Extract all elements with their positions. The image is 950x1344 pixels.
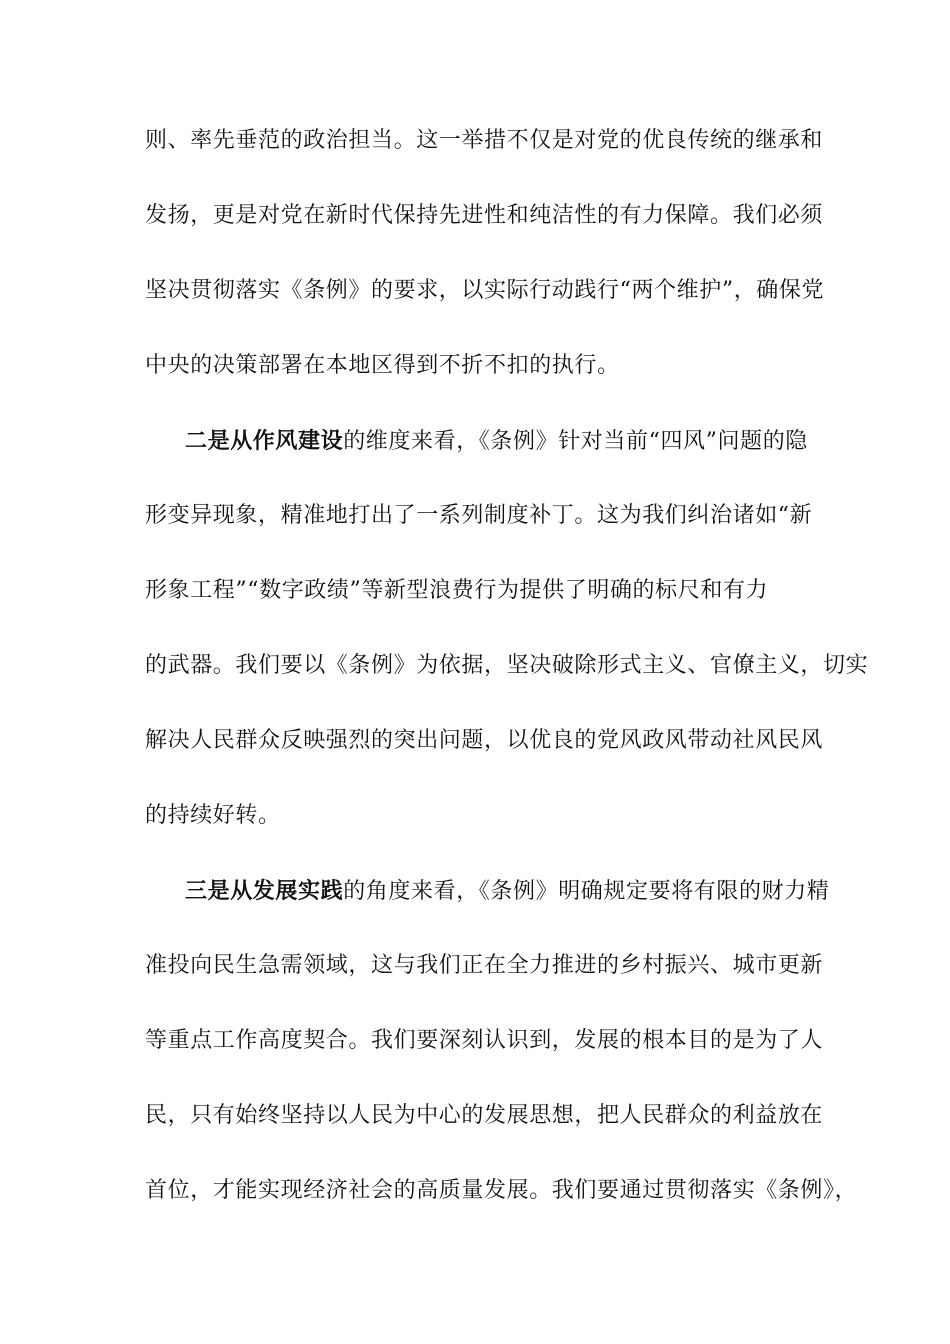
paragraph-line: 发扬，更是对党在新时代保持先进性和纯洁性的有力保障。我们必须 — [145, 203, 824, 228]
paragraph-line: 形变异现象，精准地打出了一系列制度补丁。这为我们纠治诸如“新 — [145, 503, 813, 528]
paragraph-line: 解决人民群众反映强烈的突出问题，以优良的党风政风带动社风民风 — [145, 728, 824, 753]
paragraph-line: 首位，才能实现经济社会的高质量发展。我们要通过贯彻落实《条例》， — [145, 1178, 858, 1203]
paragraph-line: 形象工程”“数字政绩”等新型浪费行为提供了明确的标尺和有力 — [145, 578, 769, 603]
paragraph-line — [185, 426, 815, 457]
paragraph-line: 坚决贯彻落实《条例》的要求，以实际行动践行“两个维护”，确保党 — [145, 278, 825, 303]
paragraph-line: 的武器。我们要以《条例》为依据，坚决破除形式主义、官僚主义，切实 — [145, 653, 869, 678]
paragraph-text: 的维度来看，《条例》针对当前“四风”问题的隐 — [343, 429, 808, 454]
paragraph-text: 的角度来看，《条例》明确规定要将有限的财力精 — [343, 879, 830, 904]
paragraph-line — [185, 876, 830, 907]
paragraph-line: 民，只有始终坚持以人民为中心的发展思想，把人民群众的利益放在 — [145, 1103, 824, 1128]
paragraph-line: 中央的决策部署在本地区得到不折不扣的执行。 — [145, 353, 620, 378]
paragraph-line: 则、率先垂范的政治担当。这一举措不仅是对党的优良传统的继承和 — [145, 128, 824, 153]
section-heading: 三是从发展实践 — [185, 878, 344, 904]
paragraph-line: 等重点工作高度契合。我们要深刻认识到，发展的根本目的是为了人 — [145, 1028, 824, 1053]
paragraph-line: 准投向民生急需领域，这与我们正在全力推进的乡村振兴、城市更新 — [145, 953, 824, 978]
paragraph-line: 的持续好转。 — [145, 803, 281, 828]
section-heading: 二是从作风建设 — [185, 428, 344, 454]
